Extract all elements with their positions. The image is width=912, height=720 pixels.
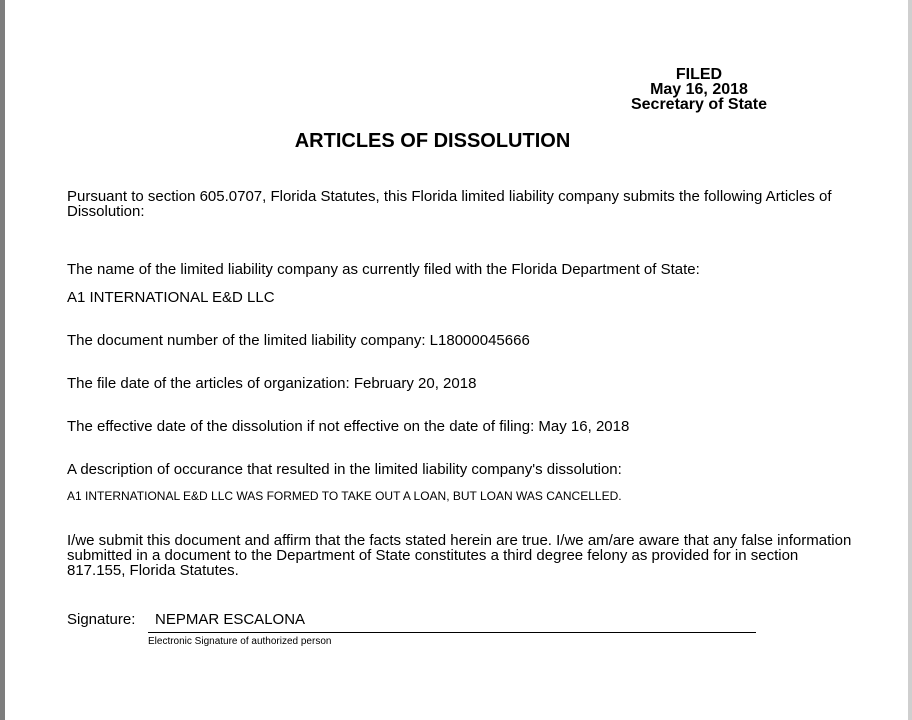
stamp-status: FILED [675, 66, 723, 83]
stamp-office: Secretary of State [630, 96, 768, 113]
description-value: A1 INTERNATIONAL E&D LLC WAS FORMED TO TAKE OUT A LOAN, BUT LOAN WAS CANCELLED. [67, 489, 622, 503]
signature-caption: Electronic Signature of authorized person [148, 636, 332, 647]
intro-paragraph: Pursuant to section 605.0707, Florida Statutes, this Florida limited liability company submits the following Articles of Dissolution: [67, 188, 832, 220]
stamp-date: May 16, 2018 [650, 81, 748, 98]
signature-label: Signature: [67, 611, 136, 628]
company-name-label: The name of the limited liability company as currently filed with the Florida Department of State: [67, 261, 700, 278]
document-title: ARTICLES OF DISSOLUTION [294, 130, 571, 152]
signature-name: NEPMAR ESCALONA [155, 611, 306, 628]
right-edge-border [908, 0, 912, 720]
signature-line [148, 632, 756, 633]
effective-date-line: The effective date of the dissolution if not effective on the date of filing: May 16, 2018 [67, 418, 630, 435]
file-date-line: The file date of the articles of organization: February 20, 2018 [67, 375, 477, 392]
document-page [5, 0, 908, 720]
description-label: A description of occurance that resulted in the limited liability company's dissolution: [67, 461, 622, 478]
document-number-line: The document number of the limited liability company: L18000045666 [67, 332, 530, 349]
company-name-value: A1 INTERNATIONAL E&D LLC [67, 289, 275, 306]
affirmation-paragraph: I/we submit this document and affirm that the facts stated herein are true. I/we am/are aware that any false information submitted in a document to the Department of State constitutes a third degree felony as provided for in section 817.155, Florida Statutes. [67, 532, 852, 579]
filing-stamp [605, 67, 793, 112]
